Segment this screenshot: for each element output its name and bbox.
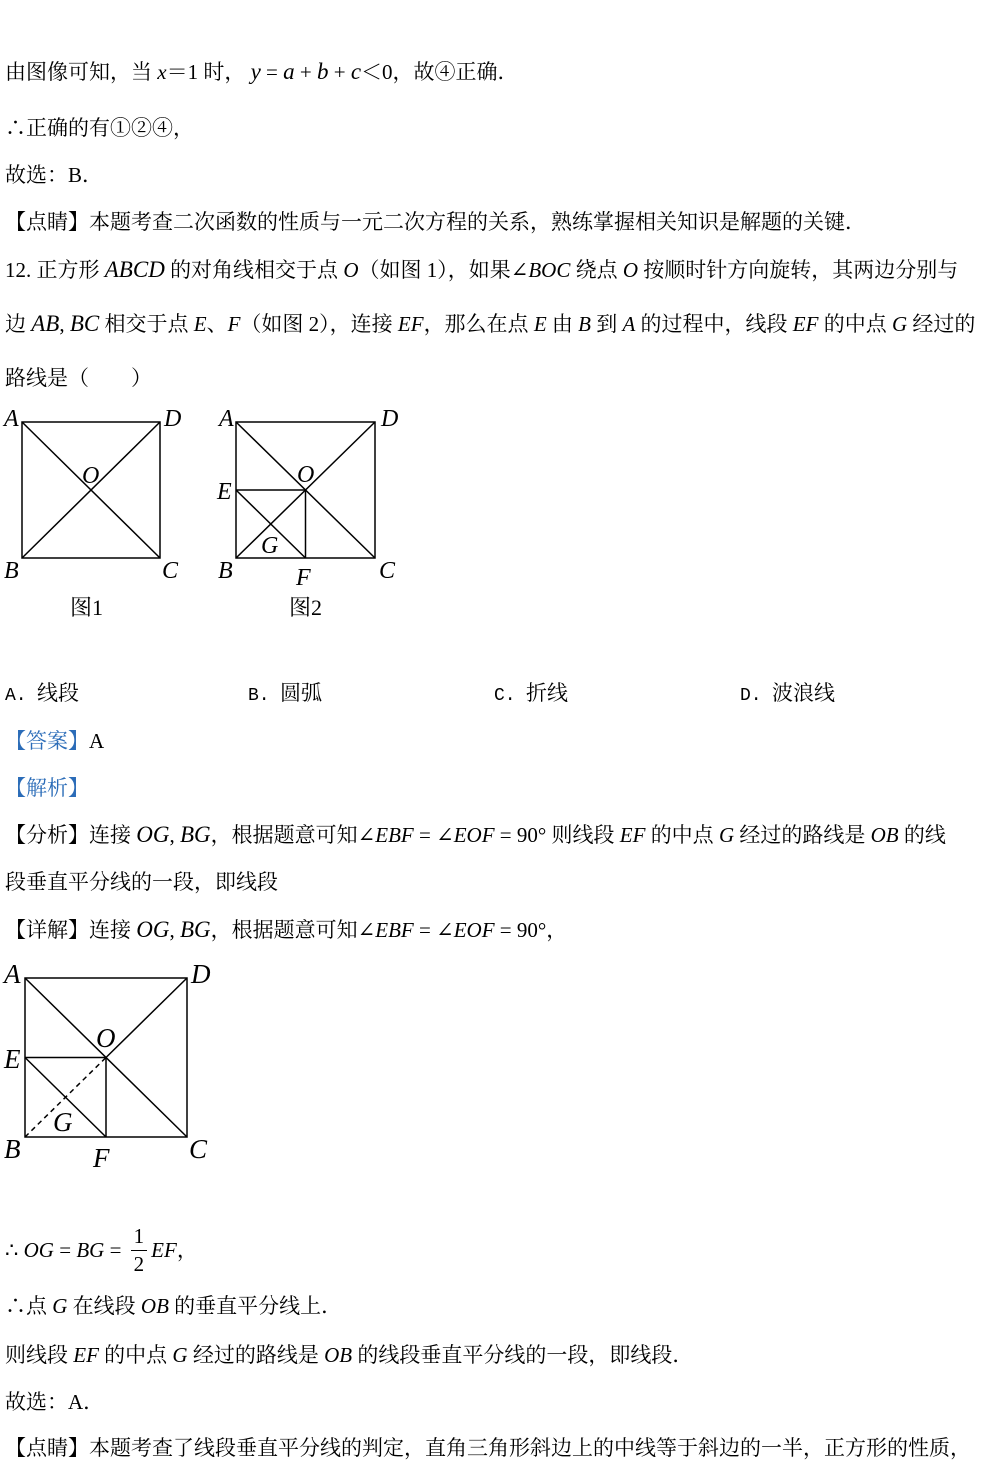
text-run: 的垂直平分线上．	[168, 1294, 343, 1318]
vertex-label-a: A	[4, 406, 19, 432]
text-run: 12. 正方形	[5, 258, 105, 282]
text-run: 相交于点	[99, 312, 194, 336]
comment-tag: 【点睛】	[5, 210, 89, 234]
text-run: 本题考查了线段垂直平分线的判定，直角三角形斜边上的中线等于斜边的一半，正方形的性质，	[89, 1436, 971, 1460]
vertex-label-b: B	[4, 1134, 21, 1164]
text-run: 段垂直平分线的一段，即线段	[5, 870, 278, 894]
math-var: BG	[179, 822, 211, 847]
text-run: 【详解】连接	[5, 918, 137, 942]
figure-2	[216, 406, 398, 620]
math-var: G	[172, 1343, 188, 1367]
solution-comment	[5, 1433, 971, 1463]
vertex-label-o: O	[96, 1023, 116, 1053]
analysis-header	[5, 773, 89, 803]
text-run: 则线段	[5, 1343, 74, 1367]
math-var: G	[52, 1294, 68, 1318]
vertex-label-e: E	[4, 1044, 21, 1074]
math-var: c	[350, 59, 362, 84]
figures-1-and-2	[0, 395, 420, 630]
text-run: = 90°	[494, 918, 547, 942]
math-operator: =	[104, 1238, 127, 1262]
text-run: 故选：B．	[5, 163, 104, 187]
text-run: ，那么在点	[423, 312, 534, 336]
prev-solution-choice	[5, 160, 103, 190]
text-run: 经过的	[907, 312, 976, 336]
text-run: 到	[590, 312, 623, 336]
math-var: EOF	[453, 918, 495, 942]
math-var: EBF	[375, 918, 414, 942]
text-run: 的中点	[818, 312, 892, 336]
angle-symbol: ∠	[436, 823, 454, 847]
text-run: ,	[169, 918, 180, 942]
solution-line-3	[5, 1340, 693, 1370]
fenxi-line-2	[5, 867, 278, 897]
vertex-label-e: E	[217, 479, 232, 505]
math-var: OB	[324, 1343, 353, 1367]
math-var: EF	[73, 1343, 99, 1367]
vertex-label-d: D	[381, 406, 399, 432]
vertex-label-a: A	[4, 959, 21, 989]
vertex-label-b: B	[218, 558, 233, 584]
answer-tag: 【答案】	[5, 729, 89, 753]
option-text: 折线	[526, 681, 568, 705]
option-letter: A.	[5, 686, 27, 706]
solution-choice	[5, 1387, 104, 1417]
vertex-label-g: G	[261, 533, 279, 559]
text-run: ，根据题意可知	[210, 918, 358, 942]
question-line-3	[5, 363, 152, 393]
math-var: E	[193, 312, 207, 336]
vertex-label-c: C	[189, 1134, 208, 1164]
comment-tag: 【点睛】	[5, 1436, 89, 1460]
math-var: EF	[792, 312, 819, 336]
math-var: F	[227, 312, 241, 336]
angle-symbol: ∠	[357, 918, 376, 942]
math-var: OB	[140, 1294, 169, 1318]
math-var: b	[316, 59, 329, 84]
math-var: BG	[76, 1238, 105, 1262]
math-var: OG	[136, 917, 170, 942]
figure-caption: 图2	[289, 595, 323, 620]
option-d	[740, 678, 835, 708]
text-run: 经过的路线是	[187, 1343, 325, 1367]
math-var: OG	[136, 822, 170, 847]
vertex-label-c: C	[379, 558, 396, 584]
text-run: = 90° 则线段	[494, 823, 620, 847]
vertex-label-c: C	[162, 558, 179, 584]
angle-symbol: ∠	[510, 258, 529, 282]
text-run: （如图 2），连接	[240, 312, 398, 336]
math-var: a	[283, 59, 295, 84]
text-run: ＝1 时，	[166, 60, 251, 84]
math-var: E	[533, 312, 547, 336]
fraction-one-half	[131, 1223, 148, 1276]
option-text: 线段	[37, 681, 79, 705]
text-run: ,	[169, 823, 180, 847]
math-var: O	[622, 258, 639, 282]
math-var: AB	[31, 311, 60, 336]
text-run: 的过程中，线段	[635, 312, 793, 336]
text-run: ∴正确的有①②④，	[5, 116, 194, 140]
figure-3	[0, 955, 240, 1180]
math-var: EF	[619, 823, 646, 847]
vertex-label-b: B	[4, 558, 19, 584]
text-run: 的对角线相交于点	[164, 258, 344, 282]
vertex-label-g: G	[53, 1107, 73, 1137]
text-run: 边	[5, 312, 32, 336]
therefore-symbol: ∴	[5, 1238, 24, 1262]
text-run: 由	[546, 312, 579, 336]
fenxi-line-1	[5, 820, 946, 850]
math-operator: =	[53, 1238, 77, 1262]
option-text: 波浪线	[772, 681, 835, 705]
text-run: ∴点	[5, 1294, 53, 1318]
equation-og-bg	[5, 1220, 198, 1280]
math-var: G	[718, 823, 735, 847]
text-run: （如图 1），如果	[358, 258, 511, 282]
math-operator: +	[328, 60, 351, 84]
text-run: 故选：A．	[5, 1390, 105, 1414]
vertex-label-o: O	[297, 462, 315, 488]
vertex-label-f: F	[296, 565, 311, 591]
text-run: 的线	[898, 823, 946, 847]
question-line-1	[5, 255, 958, 285]
option-letter: D.	[740, 686, 762, 706]
text-run: 【分析】连接	[5, 823, 137, 847]
vertex-label-f: F	[93, 1143, 110, 1173]
text-run: 在线段	[67, 1294, 141, 1318]
math-var: y	[250, 59, 261, 84]
text-run: 经过的路线是	[734, 823, 871, 847]
answer-value: A	[89, 729, 105, 753]
text-run: 、	[206, 312, 228, 336]
solution-line-2	[5, 1291, 342, 1321]
prev-solution-line-2	[5, 113, 194, 143]
text-run: 本题考查二次函数的性质与一元二次方程的关系，熟练掌握相关知识是解题的关键．	[89, 210, 866, 234]
analysis-tag: 【解析】	[5, 776, 89, 800]
prev-solution-line-1	[5, 57, 519, 87]
text-run: ，根据题意可知	[210, 823, 358, 847]
math-var: EBF	[375, 823, 414, 847]
text-run: 绕点	[570, 258, 623, 282]
text-run: 由图像可知，当	[5, 60, 158, 84]
option-c	[494, 678, 568, 708]
option-a	[5, 678, 79, 708]
math-var: ABCD	[104, 257, 165, 282]
option-letter: C.	[494, 686, 516, 706]
math-operator: +	[294, 60, 317, 84]
fraction-numerator: 1	[131, 1226, 148, 1251]
math-var: OB	[870, 823, 899, 847]
angle-symbol: ∠	[436, 918, 454, 942]
math-var: A	[622, 312, 636, 336]
text-run: 的线段垂直平分线的一段，即线段．	[352, 1343, 694, 1367]
math-var: EOF	[453, 823, 495, 847]
math-var: BG	[179, 917, 211, 942]
fraction-denominator: 2	[133, 1251, 145, 1276]
vertex-label-o: O	[82, 463, 100, 489]
math-var: EF	[397, 312, 424, 336]
math-var: BC	[69, 311, 100, 336]
vertex-label-d: D	[191, 959, 211, 989]
math-var: OG	[23, 1238, 54, 1262]
angle-symbol: ∠	[357, 823, 376, 847]
text-run: ,	[59, 312, 70, 336]
text-run: 的中点	[98, 1343, 173, 1367]
figure-caption: 图1	[70, 595, 104, 620]
math-operator: =	[260, 60, 284, 84]
text-run: 的中点	[645, 823, 719, 847]
text-run: ，	[546, 918, 568, 942]
math-var: G	[891, 312, 908, 336]
answer-line	[5, 726, 104, 756]
figure-1	[2, 406, 181, 620]
vertex-label-a: A	[219, 406, 234, 432]
text-run: ＜0，故④正确．	[361, 60, 519, 84]
vertex-label-d: D	[164, 406, 182, 432]
math-operator: =	[413, 823, 437, 847]
math-var: x	[157, 60, 167, 84]
text-run: ，	[176, 1238, 198, 1262]
math-var: O	[343, 258, 359, 282]
xiangjie-line-1	[5, 915, 567, 945]
text-run: 路线是（ ）	[5, 366, 152, 390]
option-b	[248, 678, 322, 708]
prev-solution-comment	[5, 207, 866, 237]
math-var: B	[578, 312, 591, 336]
text-run: 按顺时针方向旋转，其两边分别与	[638, 258, 959, 282]
option-text: 圆弧	[280, 681, 322, 705]
option-letter: B.	[248, 686, 270, 706]
segment-do	[106, 978, 187, 1058]
math-operator: =	[413, 918, 437, 942]
question-line-2	[5, 309, 975, 339]
math-var: BOC	[528, 258, 571, 282]
math-var: EF	[151, 1238, 177, 1262]
